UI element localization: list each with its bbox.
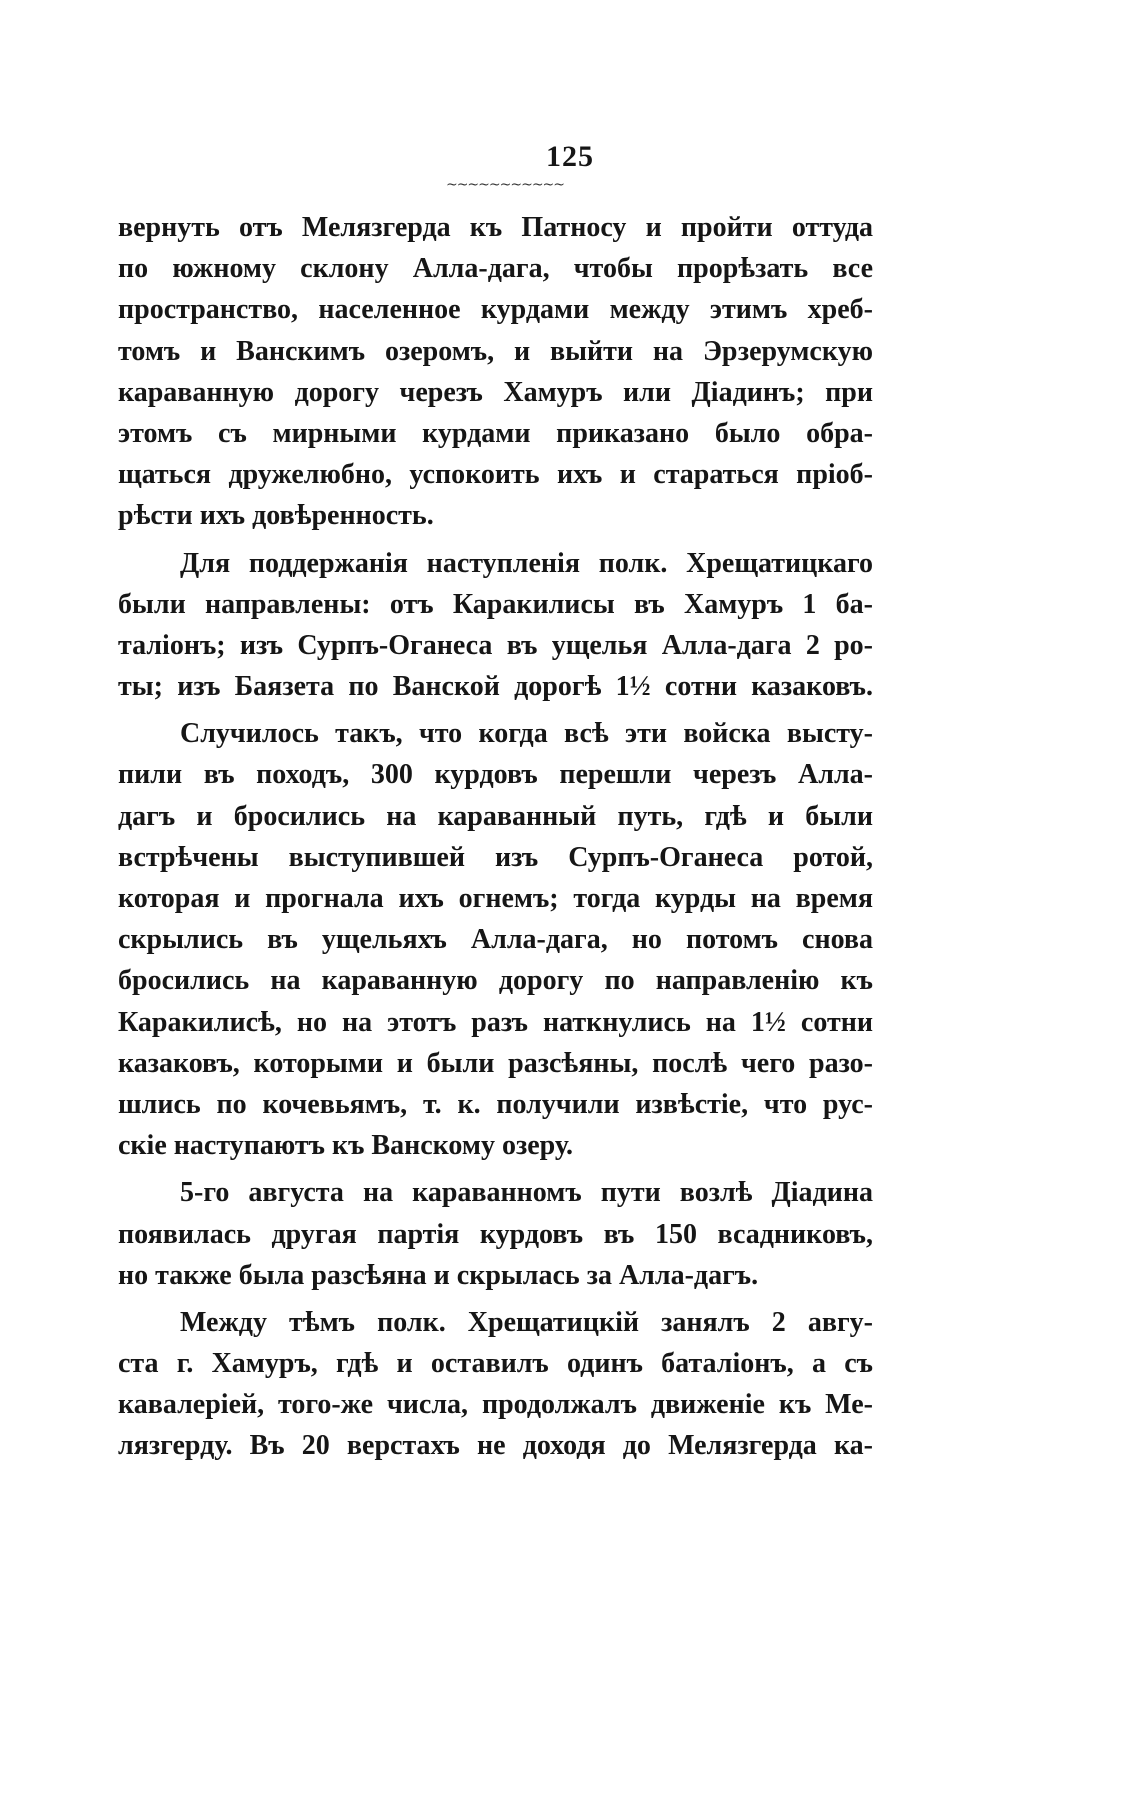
text-line: Между тѣмъ полк. Хрещатицкій занялъ 2 авгу- [180,1306,873,1338]
text-line: но также была разсѣяна и скрылась за Алла-дагъ. [118,1259,759,1291]
text-line: караванную дорогу черезъ Хамуръ или Діадинъ; при [118,376,873,408]
text-line: по южному склону Алла-дага, чтобы прорѣзать все [118,253,873,285]
text-line: были направлены: отъ Каракилисы въ Хамуръ 1 ба- [118,588,873,620]
text-line: бросились на караванную дорогу по направленію къ [118,965,873,997]
text-line: казаковъ, которыми и были разсѣяны, послѣ чего разо- [118,1047,873,1079]
page-number: 125 [546,140,594,173]
text-line: кавалеріей, того-же числа, продолжалъ движеніе къ Ме- [118,1389,873,1421]
text-line: Случилось такъ, что когда всѣ эти войска высту- [180,718,873,750]
decorative-rule: ~~~~~~~~~~~ [445,177,565,193]
text-line: Для поддержанія наступленія полк. Хрещатицкаго [180,547,873,579]
text-line: появилась другая партія курдовъ въ 150 всадниковъ, [118,1218,873,1250]
text-line: скрылись въ ущельяхъ Алла-дага, но потомъ снова [118,924,873,956]
text-line: 5-го августа на караванномъ пути возлѣ Діадина [180,1177,873,1209]
text-line: томъ и Ванскимъ озеромъ, и выйти на Эрзерумскую [118,335,873,367]
text-line: ты; изъ Баязета по Ванской дорогѣ 1½ сотни казаковъ. [118,671,873,703]
body-text [118,207,873,1467]
text-line: шлись по кочевьямъ, т. к. получили извѣстіе, что рус- [118,1088,873,1120]
text-line: Каракилисѣ, но на этотъ разъ наткнулись на 1½ сотни [118,1006,873,1038]
text-line: которая и прогнала ихъ огнемъ; тогда курды на время [118,883,873,914]
text-line: дагъ и бросились на караванный путь, гдѣ и были [118,800,873,832]
text-line: щаться дружелюбно, успокоить ихъ и стараться пріоб- [118,459,873,491]
text-line: ста г. Хамуръ, гдѣ и оставилъ одинъ баталіонъ, а съ [118,1348,873,1380]
text-line: лязгерду. Въ 20 верстахъ не доходя до Мелязгерда ка- [118,1430,873,1462]
text-line: пили въ походъ, 300 курдовъ перешли черезъ Алла- [118,759,873,791]
text-line: рѣсти ихъ довѣренность. [118,500,434,532]
text-line: вернуть отъ Мелязгерда къ Патносу и пройти оттуда [118,212,873,243]
text-line: скіе наступаютъ къ Ванскому озеру. [118,1130,574,1162]
text-line: пространство, населенное курдами между этимъ хреб- [118,294,873,326]
text-line: таліонъ; изъ Сурпъ-Оганеса въ ущелья Алла-дага 2 ро- [118,629,873,661]
text-line: встрѣчены выступившей изъ Сурпъ-Оганеса ротой, [118,841,873,873]
text-line: этомъ съ мирными курдами приказано было обра- [118,417,873,449]
